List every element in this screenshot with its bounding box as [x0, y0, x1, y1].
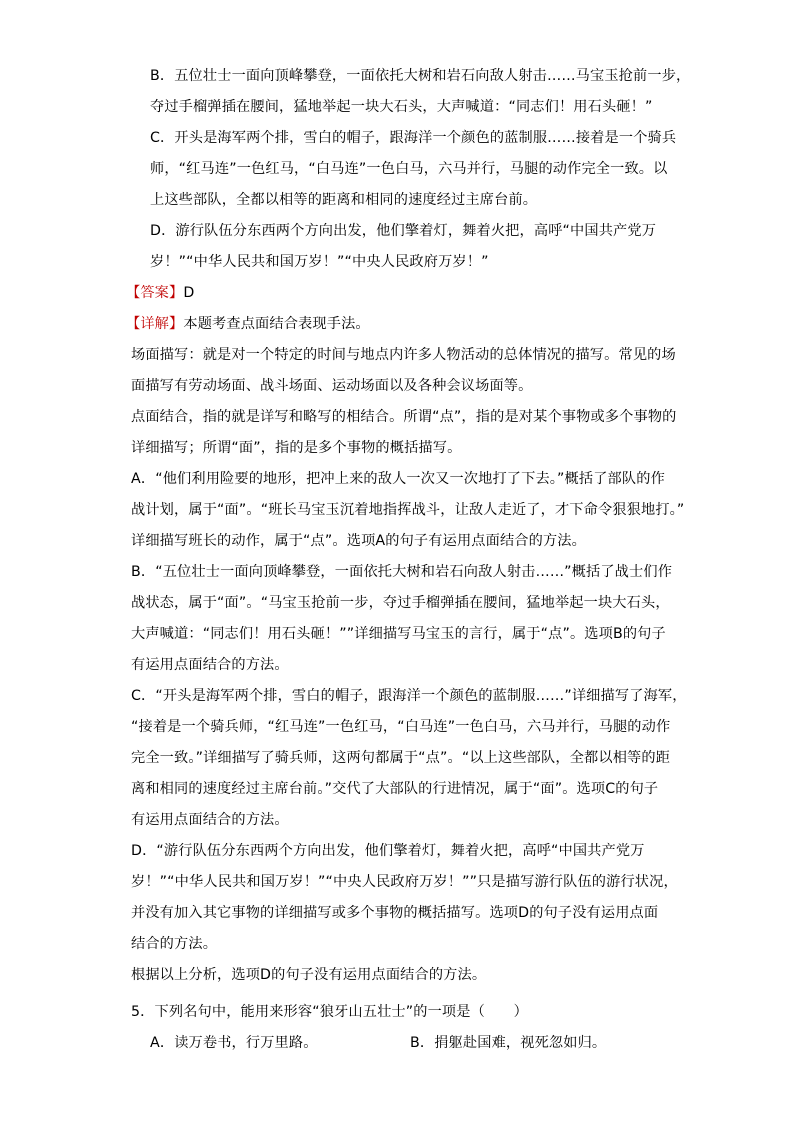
explanation-line: 面描写有劳动场面、战斗场面、运动场面以及各种会议场面等。: [131, 378, 533, 394]
explanation-line: 详细描写；所谓“面”，指的是多个事物的概括描写。: [131, 440, 462, 456]
explanation-line: 根据以上分析，选项D的句子没有运用点面结合的方法。: [131, 967, 487, 983]
explanation-line: 点面结合，指的就是详写和略写的相结合。所谓“点”，指的是对某个事物或多个事物的: [131, 409, 677, 425]
explanation-line: 场面描写：就是对一个特定的时间与地点内许多人物活动的总体情况的描写。常见的场: [131, 347, 676, 363]
explanation-line: 详细描写班长的动作，属于“点”。选项A的句子有运用点面结合的方法。: [131, 533, 586, 549]
question-5-stem: 5．下列名句中，能用来形容“狼牙山五壮士”的一项是（ ）: [131, 1004, 528, 1020]
explanation-line: “接着是一个骑兵师，“红马连”一色红马，“白马连”一色白马，六马并行，马腿的动作: [131, 719, 671, 735]
detail-text: 本题考查点面结合表现手法。: [183, 316, 370, 332]
explanation-line: B．“五位壮士一面向顶峰攀登，一面依托大树和岩石向敌人射击……”概括了战士们作: [131, 564, 673, 580]
explanation-line: 大声喊道：“同志们！用石头砸！””详细描写马宝玉的言行，属于“点”。选项B的句子: [131, 626, 666, 642]
explanation-line: 离和相同的速度经过主席台前。”交代了大部队的行进情况，属于“面”。选项C的句子: [131, 781, 659, 797]
option-b-line-2: 夺过手榴弹插在腰间，猛地举起一块大石头，大声喊道：“同志们！用石头砸！”: [150, 99, 653, 115]
explanation-line: 有运用点面结合的方法。: [131, 812, 289, 828]
explanation-line: 战状态，属于“面”。“马宝玉抢前一步，夺过手榴弹插在腰间，猛地举起一块大石头，: [131, 595, 670, 611]
explanation-line: A．“他们利用险要的地形，把冲上来的敌人一次又一次地打了下去。”概括了部队的作: [131, 471, 665, 487]
detail-line: [126, 314, 370, 334]
explanation-line: 并没有加入其它事物的详细描写或多个事物的概括描写。选项D的句子没有运用点面: [131, 905, 659, 921]
option-d-line-2: 岁！”“中华人民共和国万岁！”“中央人民政府万岁！”: [150, 254, 489, 270]
answer-line: [126, 283, 194, 303]
detail-tag: 【详解】: [126, 316, 184, 332]
explanation-line: 有运用点面结合的方法。: [131, 657, 289, 673]
option-c-line-1: C．开头是海军两个排，雪白的帽子，跟海洋一个颜色的蓝制服……接着是一个骑兵: [150, 130, 677, 146]
option-c-line-3: 上这些部队，全都以相等的距离和相同的速度经过主席台前。: [150, 192, 538, 208]
answer-tag: 【答案】: [126, 285, 184, 301]
option-b-line-1: B．五位壮士一面向顶峰攀登，一面依托大树和岩石向敌人射击……马宝玉抢前一步，: [150, 68, 691, 84]
option-d-line-1: D．游行队伍分东西两个方向出发，他们擎着灯，舞着火把，高呼“中国共产党万: [150, 223, 657, 239]
answer-value: D: [183, 285, 195, 301]
explanation-line: C．“开头是海军两个排，雪白的帽子，跟海洋一个颜色的蓝制服……”详细描写了海军，: [131, 688, 687, 704]
option-c-line-2: 师，“红马连”一色红马，“白马连”一色白马，六马并行，马腿的动作完全一致。以: [150, 161, 668, 177]
explanation-line: 结合的方法。: [131, 936, 218, 952]
explanation-line: 岁！”“中华人民共和国万岁！”“中央人民政府万岁！””只是描写游行队伍的游行状况，: [131, 874, 678, 890]
explanation-line: D．“游行队伍分东西两个方向出发，他们擎着灯，舞着火把，高呼“中国共产党万: [131, 843, 645, 859]
question-5-option-a: A．读万卷书，行万里路。: [150, 1035, 318, 1051]
explanation-line: 完全一致。”详细描写了骑兵师，这两句都属于“点”。“以上这些部队，全都以相等的距: [131, 750, 671, 766]
question-5-option-b: B．捐躯赴国难，视死忽如归。: [410, 1035, 607, 1051]
explanation-line: 战计划，属于“面”。“班长马宝玉沉着地指挥战斗，让敌人走近了，才下命令狠狠地打。”: [131, 502, 685, 518]
